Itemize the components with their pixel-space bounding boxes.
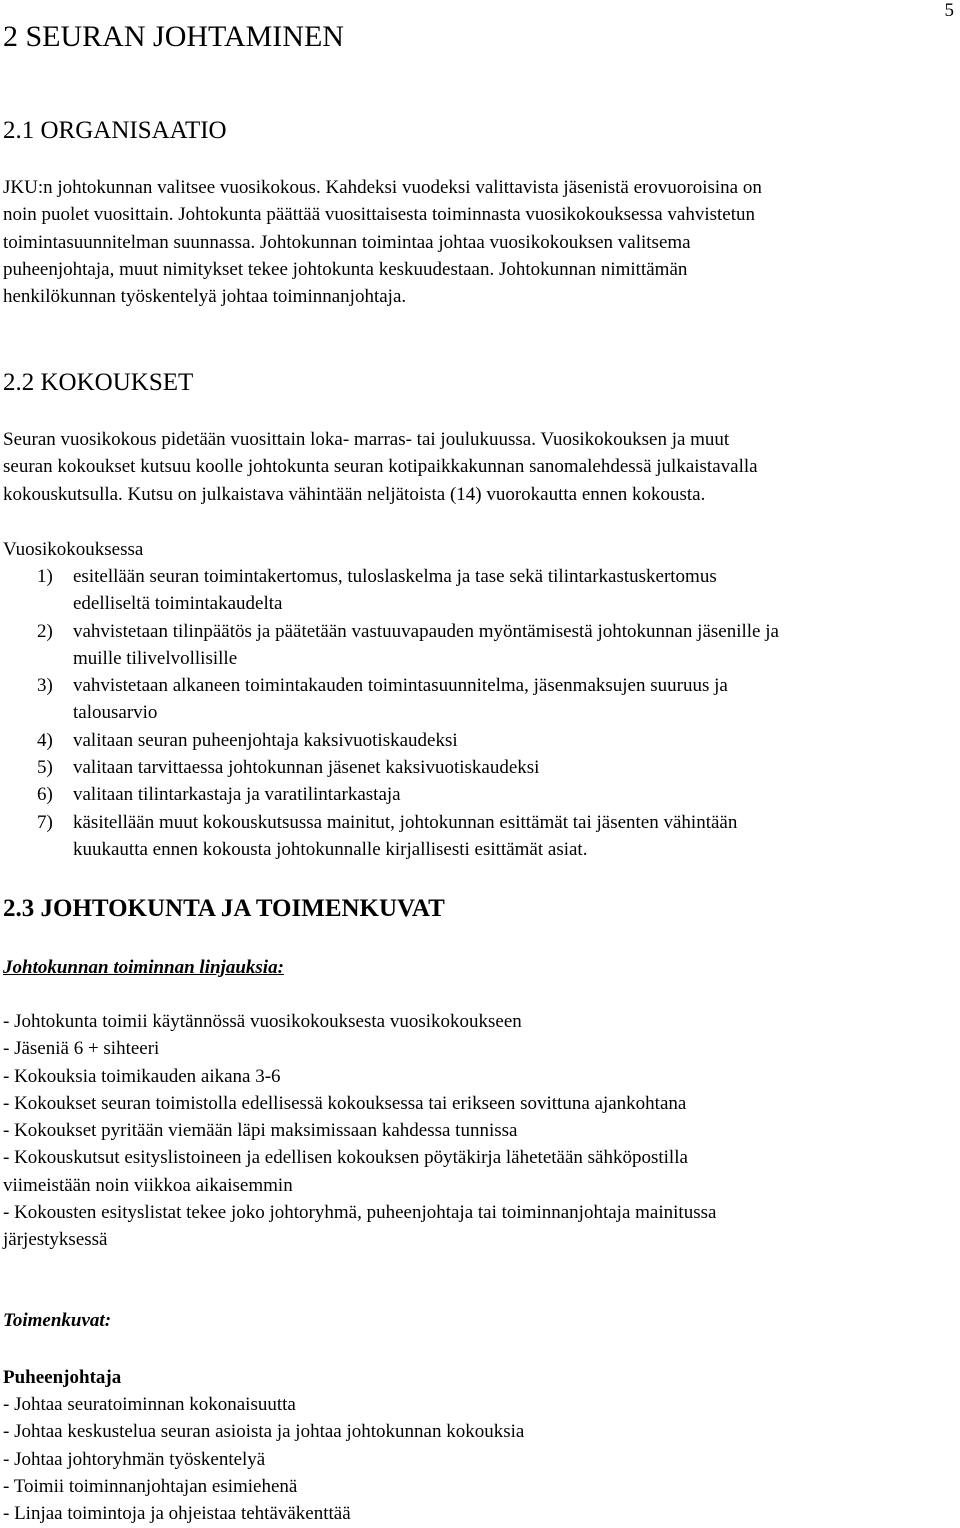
list-number: 6): [37, 784, 53, 806]
list-item-line: kuukautta ennen kokousta johtokunnalle kirjallisesti esittämät asiat.: [73, 838, 588, 860]
list-item-line: vahvistetaan tilinpäätös ja päätetään vastuuvapauden myöntämisestä johtokunnan jäsenille ja: [73, 620, 779, 642]
list-item-line: muille tilivelvollisille: [73, 647, 238, 669]
list-item-line: esitellään seuran toimintakertomus, tuloslaskelma ja tase sekä tilintarkastuskertomus: [73, 566, 717, 587]
kokoukset-paragraph: [3, 426, 953, 508]
bullet-line: - Toimii toiminnanjohtajan esimiehenä: [3, 1475, 298, 1497]
paragraph-line: henkilökunnan työskentelyä johtaa toiminnanjohtaja.: [3, 286, 407, 308]
heading-johtokunta: 2.3 JOHTOKUNTA JA TOIMENKUVAT: [3, 895, 445, 922]
bullet-line: - Johtaa johtoryhmän työskentelyä: [3, 1448, 266, 1470]
list-number: 2): [37, 620, 53, 642]
list-item: [3, 618, 953, 673]
heading-kokoukset: 2.2 KOKOUKSET: [3, 369, 194, 396]
list-item-line: valitaan tarvittaessa johtokunnan jäsenet kaksivuotiskaudeksi: [73, 757, 540, 779]
list-item: [3, 672, 953, 727]
list-item-line: vahvistetaan alkaneen toimintakauden toimintasuunnitelma, jäsenmaksujen suuruus ja: [73, 675, 728, 697]
role-duties-list: [3, 1391, 953, 1527]
bullet-line: - Johtokunta toimii käytännössä vuosikokouksesta vuosikokoukseen: [3, 1011, 522, 1032]
subheading-toimenkuvat: Toimenkuvat:: [3, 1310, 112, 1331]
list-intro: Vuosikokouksessa: [3, 539, 144, 560]
list-number: 3): [37, 675, 53, 697]
paragraph-line: noin puolet vuosittain. Johtokunta päättää vuosittaisesta toiminnasta vuosikokouksessa vahvistetun: [3, 204, 755, 226]
list-item-line: talousarvio: [73, 702, 158, 724]
role-title: Puheenjohtaja: [3, 1367, 122, 1388]
bullet-line: - Jäseniä 6 + sihteeri: [3, 1038, 160, 1060]
list-item: [3, 727, 953, 754]
linjaukset-list: [3, 1008, 953, 1254]
vuosikokous-agenda-list: [3, 563, 953, 863]
organisaatio-paragraph: [3, 174, 953, 310]
list-item: [3, 754, 953, 781]
bullet-line: - Johtaa keskustelua seuran asioista ja johtaa johtokunnan kokouksia: [3, 1421, 525, 1443]
list-item-line: valitaan tilintarkastaja ja varatilintarkastaja: [73, 784, 401, 806]
bullet-line: - Kokoukset seuran toimistolla edellisessä kokouksessa tai erikseen sovittuna ajankohtana: [3, 1092, 687, 1114]
paragraph-line: Seuran vuosikokous pidetään vuosittain loka- marras- tai joulukuussa. Vuosikokouksen ja muut: [3, 429, 730, 450]
list-item-line: käsitellään muut kokouskutsussa mainitut, johtokunnan esittämät tai jäsenten vähintään: [73, 811, 738, 833]
list-number: 4): [37, 729, 53, 751]
list-item-line: edelliseltä toimintakaudelta: [73, 593, 283, 615]
bullet-line: järjestyksessä: [3, 1229, 108, 1251]
bullet-line: viimeistään noin viikkoa aikaisemmin: [3, 1174, 293, 1196]
list-number: 5): [37, 757, 53, 779]
list-item: [3, 563, 953, 618]
bullet-line: - Kokouskutsut esityslistoineen ja edellisen kokouksen pöytäkirja lähetetään sähköpostilla: [3, 1147, 688, 1169]
bullet-line: - Kokouksia toimikauden aikana 3-6: [3, 1065, 281, 1087]
subheading-linjaukset: Johtokunnan toiminnan linjauksia:: [3, 957, 284, 978]
paragraph-line: toimintasuunnitelman suunnassa. Johtokunnan toimintaa johtaa vuosikokouksen valitsema: [3, 231, 691, 253]
heading-organisaatio: 2.1 ORGANISAATIO: [3, 117, 227, 144]
list-number: 1): [37, 566, 53, 587]
section-title: 2 SEURAN JOHTAMINEN: [3, 20, 344, 53]
bullet-line: - Kokoukset pyritään viemään läpi maksimissaan kahdessa tunnissa: [3, 1120, 518, 1142]
list-item: [3, 809, 953, 864]
paragraph-line: seuran kokoukset kutsuu koolle johtokunta seuran kotipaikkakunnan sanomalehdessä julkaistavalla: [3, 456, 758, 478]
list-number: 7): [37, 811, 53, 833]
bullet-line: - Kokousten esityslistat tekee joko johtoryhmä, puheenjohtaja tai toiminnanjohtaja mainitussa: [3, 1202, 717, 1224]
bullet-line: - Linjaa toimintoja ja ohjeistaa tehtäväkenttää: [3, 1503, 351, 1525]
list-item-line: valitaan seuran puheenjohtaja kaksivuotiskaudeksi: [73, 729, 458, 751]
paragraph-line: kokouskutsulla. Kutsu on julkaistava vähintään neljätoista (14) vuorokautta ennen kokousta.: [3, 483, 706, 505]
paragraph-line: JKU:n johtokunnan valitsee vuosikokous. Kahdeksi vuodeksi valittavista jäsenistä erovuoroisina on: [3, 177, 762, 198]
list-item: [3, 781, 953, 808]
paragraph-line: puheenjohtaja, muut nimitykset tekee johtokunta keskuudestaan. Johtokunnan nimittämän: [3, 258, 688, 280]
bullet-line: - Johtaa seuratoiminnan kokonaisuutta: [3, 1394, 296, 1415]
page-number: 5: [944, 0, 954, 21]
